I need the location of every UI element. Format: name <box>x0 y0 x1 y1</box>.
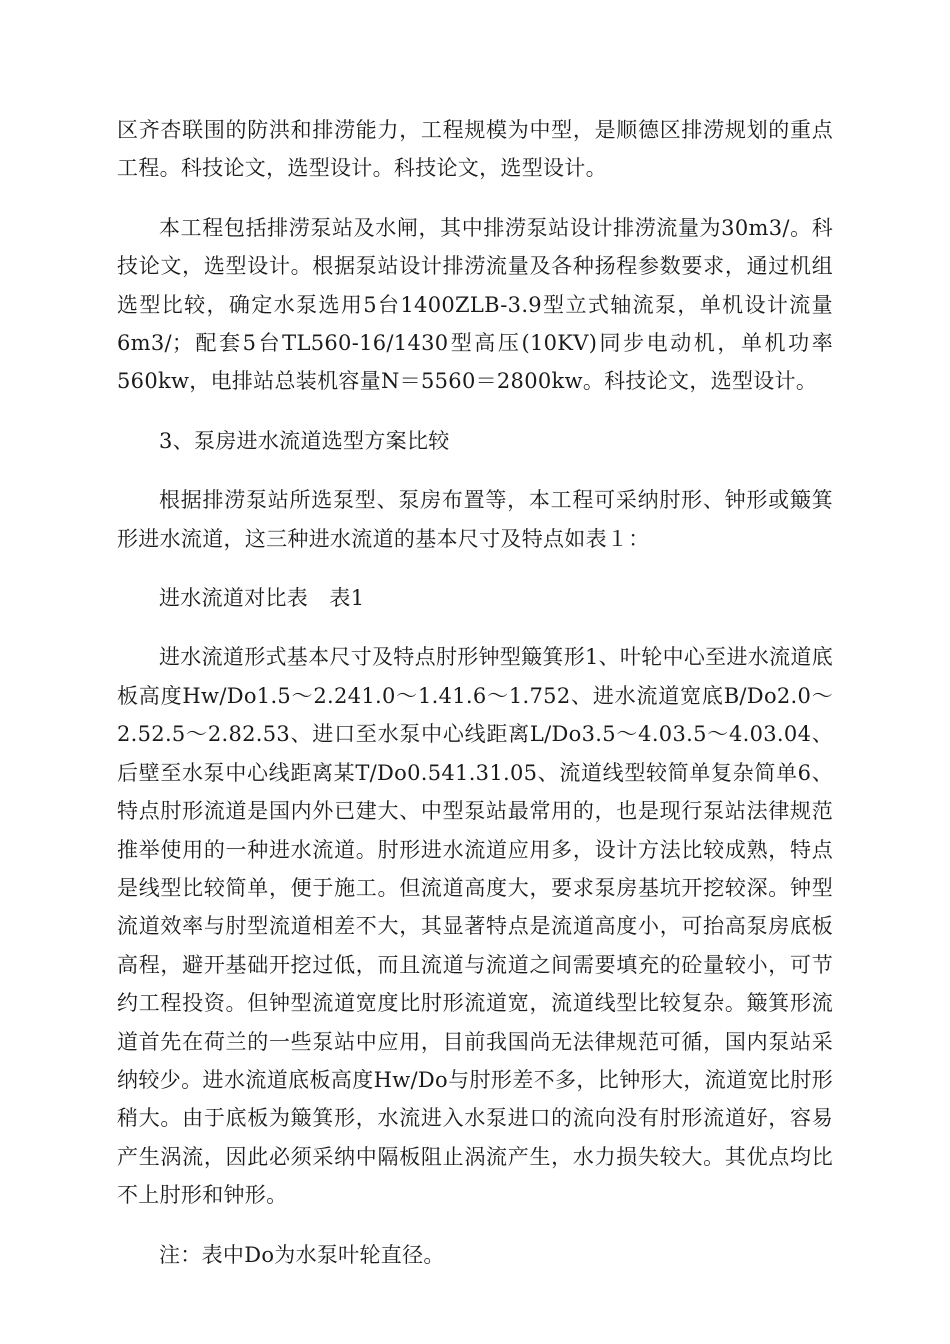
section-heading: 3、泵房进水流道选型方案比较 <box>159 428 450 453</box>
document-body <box>117 111 833 1295</box>
paragraph-channel-options: 根据排涝泵站所选泵型、泵房布置等，本工程可采纳肘形、钟形或簸箕形进水流道，这三种进水流道的基本尺寸及特点如表１： <box>117 488 833 551</box>
table-caption: 进水流道对比表 表1 <box>159 586 365 611</box>
paragraph-intro-continuation: 区齐杏联围的防洪和排涝能力，工程规模为中型，是顺德区排涝规划的重点工程。科技论文，选型设计。科技论文，选型设计。 <box>117 118 833 181</box>
table-note: 注：表中Do为水泵叶轮直径。 <box>159 1242 445 1267</box>
paragraph-project-overview: 本工程包括排涝泵站及水闸，其中排涝泵站设计排涝流量为30m3/。科技论文，选型设计。根据泵站设计排涝流量及各种扬程参数要求，通过机组选型比较，确定水泵选用5台1400ZLB-3.9型立式轴流泵，单机设计流量6m3/；配套5台TL560-16/1430型高压(10KV)同步电动机，单机功率560kw，电排站总装机容量N＝5560＝2800kw。科技论文，选型设计。 <box>117 215 833 394</box>
paragraph-table-content: 进水流道形式基本尺寸及特点肘形钟型簸箕形1、叶轮中心至进水流道底板高度Hw/Do1.5～2.241.0～1.41.6～1.752、进水流道宽底B/Do2.0～2.52.5～2.82.53、进口至水泵中心线距离L/Do3.5～4.03.5～4.03.04、后壁至水泵中心线距离某T/Do0.541.31.05、流道线型较简单复杂简单6、特点肘形流道是国内外已建大、中型泵站最常用的，也是现行泵站法律规范推举使用的一种进水流道。肘形进水流道应用多，设计方法比较成熟，特点是线型比较简单，便于施工。但流道高度大，要求泵房基坑开挖较深。钟型流道效率与肘型流道相差不大，其显著特点是流道高度小，可抬高泵房底板高程，避开基础开挖过低，而且流道与流道之间需要填充的砼量较小，可节约工程投资。但钟型流道宽度比肘形流道宽，流道线型比较复杂。簸箕形流道首先在荷兰的一些泵站中应用，目前我国尚无法律规范可循，国内泵站采纳较少。进水流道底板高度Hw/Do与肘形差不多，比钟形大，流道宽比肘形稍大。由于底板为簸箕形，水流进入水泵进口的流向没有肘形流道好，容易产生涡流，因此必须采纳中隔板阻止涡流产生，水力损失较大。其优点均比不上肘形和钟形。 <box>117 645 833 1208</box>
